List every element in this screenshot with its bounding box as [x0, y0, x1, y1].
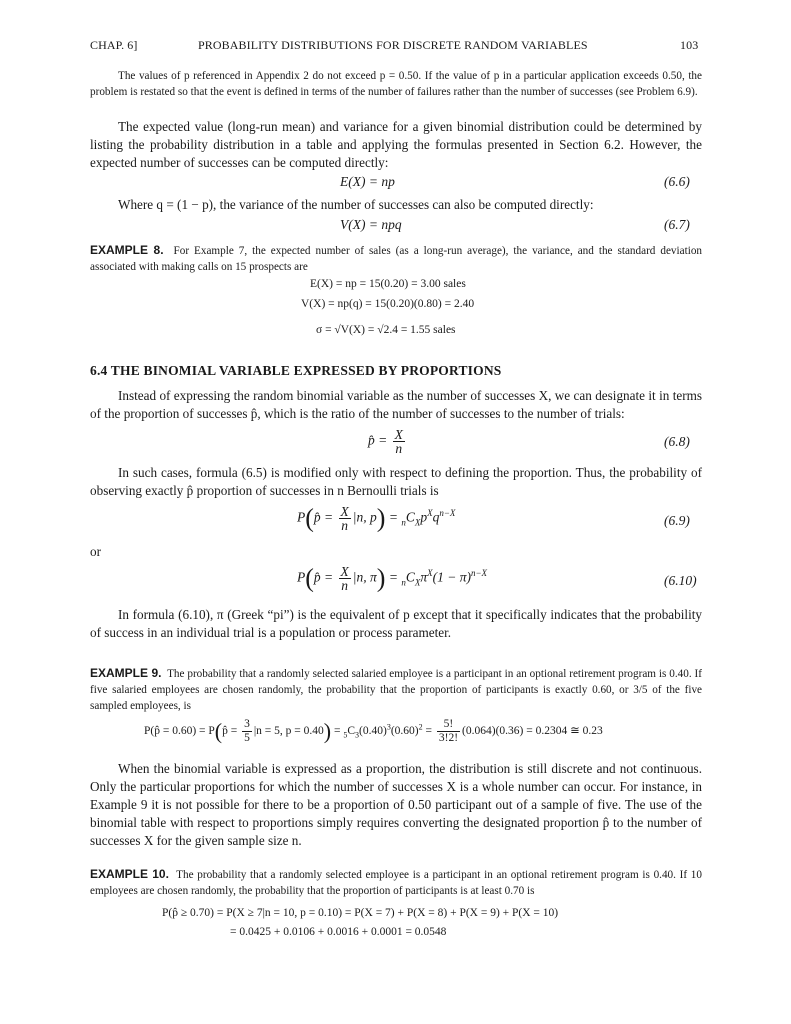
equation-6-6: E(X) = np: [340, 174, 395, 189]
chapter-label: CHAP. 6]: [90, 38, 138, 52]
example-9-label: EXAMPLE 9.: [90, 666, 162, 680]
example-9: [90, 665, 702, 714]
example-8: [90, 242, 702, 275]
example-10-label: EXAMPLE 10.: [90, 867, 169, 881]
example-8-label: EXAMPLE 8.: [90, 243, 164, 257]
paragraph-proportion: Instead of expressing the random binomial variable as the number of successes X, we can designate it in terms of the proportion of successes p̂, which is the ratio of the number of successes to the number of trials:: [90, 388, 702, 421]
example-10: [90, 866, 702, 899]
paragraph-expected-value: The expected value (long-run mean) and variance for a given binomial distribution could be determined by listing the probability distribution in a table and applying the formulas presented in Section 6.2. However, the expected number of successes can be computed directly:: [90, 119, 702, 170]
equation-number-6-8: (6.8): [664, 434, 690, 449]
example-9-result: (0.064)(0.36) = 0.2304 ≅ 0.23: [462, 725, 603, 738]
page-number: 103: [680, 38, 699, 52]
equation-number-6-10: (6.10): [664, 573, 697, 588]
equation-number-6-7: (6.7): [664, 217, 690, 232]
example-10-text: The probability that a randomly selected employee is a participant in an optional retirement program is 0.40. If 10 employees are chosen randomly, the probability that the proportion of participants is at least 0.70 is: [90, 869, 702, 897]
equation-number-6-9: (6.9): [664, 513, 690, 528]
equation-6-8-lhs: p̂ =: [368, 432, 388, 448]
paragraph-discrete: When the binomial variable is expressed as a proportion, the distribution is still discrete and not continuous. Only the particular proportions for which the number of successes X is a whole number can occur. For instance, in Example 9 it is not possible for there to be a proportion of 0.50 participant out of a sample of five. The use of the binomial table with respect to proportions simply requires converting the designated proportion p̂ to the number of successes X for the given sample size n.: [90, 761, 702, 848]
equation-6-7: V(X) = npq: [340, 217, 402, 232]
paragraph-variance: Where q = (1 − p), the variance of the number of successes can also be computed directly:: [118, 197, 594, 212]
equation-6-8-numerator: X: [394, 427, 403, 442]
example-8-text: For Example 7, the expected number of sales (as a long-run average), the variance, and the standard deviation associated with making calls on 15 prospects are: [90, 245, 703, 273]
equation-6-9: P(p̂ = $\frac{X}{n}$ |n, $p) = _nC_Xp^Xq^{n-X}$: [297, 503, 456, 533]
example-8-variance: V(X) = np(q) = 15(0.20)(0.80) = 2.40: [301, 298, 475, 310]
example-9-text: The probability that a randomly selected salaried employee is a participant in an optional retirement program is 0.40. If five salaried employees are chosen randomly, the probability that the proportion of participants is exactly 0.60, or 3/5 of the five sampled employees, is: [90, 668, 702, 712]
example-10-line-2: = 0.0425 + 0.0106 + 0.0016 + 0.0001 = 0.0548: [230, 926, 447, 938]
example-10-line-1: P(p̂ ≥ 0.70) = P(X ≥ 7|n = 10, p = 0.10) = P(X = 7) + P(X = 8) + P(X = 9) + P(X = 10): [162, 907, 559, 919]
paragraph-formula: In such cases, formula (6.5) is modified only with respect to defining the proportion. Thus, the probability of observing exactly p̂ proportion of successes in n Bernoulli trials is: [90, 465, 702, 498]
equation-6-8-denominator: n: [395, 441, 403, 456]
equation-6-8: [368, 428, 407, 455]
equation-6-10: P(p̂ = $\frac{X}{n}$ |n, $\pi) = _nC_X\pi^X(1 - \pi)^{n-X}$: [297, 563, 488, 593]
or-text: or: [90, 544, 101, 559]
example-8-std-dev: σ = √V(X) = √2.4 = 1.55 sales: [316, 324, 456, 336]
section-heading: 6.4 THE BINOMIAL VARIABLE EXPRESSED BY PROPORTIONS: [90, 363, 502, 378]
equation-number-6-6: (6.6): [664, 174, 690, 189]
example-9-calculation: P(p̂ = 0.60) = P(p̂ = $\frac{3}{5}$ |n = 5, $p = 0.40) = _5C_3(0.40)^3(0.60)^2$ = $\frac{5!}{3!2!}$ (0.064)(0.36) = 0.2304 ≅ 0.23: [144, 718, 603, 744]
running-title: PROBABILITY DISTRIBUTIONS FOR DISCRETE RANDOM VARIABLES: [198, 38, 588, 52]
paragraph-pi: In formula (6.10), π (Greek “pi”) is the equivalent of p except that it specifically indicates that the probability of success in an individual trial is a population or process parameter.: [90, 607, 702, 640]
example-8-expected: E(X) = np = 15(0.20) = 3.00 sales: [310, 278, 466, 290]
intro-note: The values of p referenced in Appendix 2 do not exceed p = 0.50. If the value of p in a particular application exceeds 0.50, the problem is restated so that the event is defined in terms of the number of failures rather than the number of successes (see Problem 6.9).: [90, 70, 702, 98]
